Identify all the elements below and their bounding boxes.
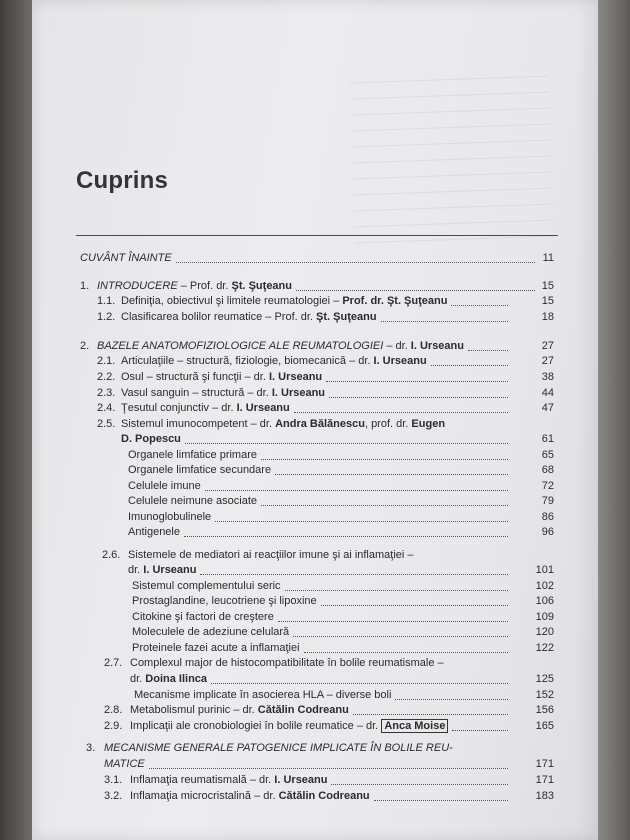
toc-entry — [0, 703, 630, 718]
toc-entry — [0, 672, 630, 687]
author-name: Prof. dr. Şt. Şuţeanu — [342, 295, 448, 307]
dot-leader — [321, 605, 508, 606]
toc-entry-number: 1. — [80, 280, 90, 292]
toc-entry-number: 3.2. — [104, 790, 123, 802]
dot-leader — [468, 350, 508, 351]
toc-entry — [0, 294, 630, 309]
toc-page-number: 65 — [541, 449, 554, 461]
toc-page-number: 38 — [541, 371, 554, 383]
dot-leader — [205, 490, 508, 491]
author-name: I. Urseanu — [143, 564, 197, 576]
dot-leader — [261, 459, 508, 460]
toc-page-number: 96 — [541, 526, 554, 538]
toc-entry — [0, 741, 630, 756]
dot-leader — [293, 636, 508, 637]
toc-entry-title: Prostaglandine, leucotriene şi lipoxine — [132, 595, 317, 607]
toc-entry-title: Inflamaţia reumatismală – dr. I. Urseanu — [130, 774, 328, 786]
toc-entry — [0, 401, 630, 416]
toc-entry-number: 2.8. — [104, 704, 123, 716]
toc-page-number: 27 — [541, 355, 554, 367]
toc-entry-title: Sistemul complementului seric — [132, 580, 281, 592]
toc-entry-title: Sistemele de mediatori ai reacţiilor imune şi ai inflamaţiei – — [128, 549, 414, 561]
toc-entry — [0, 641, 630, 656]
toc-entry-title: Definiţia, obiectivul şi limitele reumatologiei – Prof. dr. Şt. Şuţeanu — [121, 295, 448, 307]
toc-entry — [0, 354, 630, 369]
toc-entry-number: 3. — [86, 742, 96, 754]
toc-page-number: 120 — [535, 626, 554, 638]
dot-leader — [185, 443, 508, 444]
toc-entry-title: MECANISME GENERALE PATOGENICE IMPLICATE ÎN BOLILE REU- — [104, 742, 453, 754]
toc-entry-title: BAZELE ANATOMOFIZIOLOGICE ALE REUMATOLOGIEI – dr. I. Urseanu — [97, 340, 464, 352]
toc-page-number: 183 — [535, 790, 554, 802]
toc-entry-title: Metabolismul purinic – dr. Cătălin Codreanu — [130, 704, 349, 716]
toc-entry-title: Sistemul imunocompetent – dr. Andra Bălănescu, prof. dr. Eugen — [121, 418, 446, 430]
toc-page-number: 47 — [541, 402, 554, 414]
toc-entry-title: Antigenele — [128, 526, 180, 538]
toc-entry-title: dr. Doina Ilinca — [130, 673, 208, 685]
dot-leader — [215, 521, 508, 522]
author-name: I. Urseanu — [274, 774, 328, 786]
author-name: Cătălin Codreanu — [257, 704, 349, 716]
dot-leader — [211, 683, 508, 684]
toc-entry-number: 2.5. — [97, 418, 116, 430]
toc-page-number: 165 — [535, 720, 554, 732]
toc-page-number: 27 — [541, 340, 554, 352]
toc-entry — [0, 610, 630, 625]
toc-entry-number: 2.3. — [97, 387, 116, 399]
toc-entry — [0, 625, 630, 640]
dot-leader — [353, 714, 508, 715]
page-title: Cuprins — [76, 167, 169, 194]
toc-page-number: 156 — [535, 704, 554, 716]
toc-page-number: 125 — [535, 673, 554, 685]
dot-leader — [184, 536, 508, 537]
author-name: Cătălin Codreanu — [278, 790, 370, 802]
dot-leader — [395, 699, 508, 700]
toc-entry — [0, 417, 630, 432]
toc-entry-title: Citokine şi factori de creştere — [132, 611, 274, 623]
toc-entry — [0, 563, 630, 578]
toc-entry-title: MATICE — [104, 758, 145, 770]
toc-entry-title — [121, 432, 181, 447]
toc-entry-number: 2.1. — [97, 355, 116, 367]
author-name: I. Urseanu — [410, 340, 464, 352]
toc-entry — [0, 773, 630, 788]
toc-entry — [0, 339, 630, 354]
toc-entry-number: 2. — [80, 340, 90, 352]
dot-leader — [326, 381, 508, 382]
toc-entry-title: Moleculele de adeziune celulară — [132, 626, 290, 638]
section-spacer — [76, 735, 558, 736]
toc-page-number: 15 — [541, 295, 554, 307]
author-name: I. Urseanu — [271, 387, 326, 399]
toc-page-number: 171 — [535, 774, 554, 786]
toc-page-number: 61 — [541, 433, 554, 445]
toc-entry-title: Celulele neimune asociate — [128, 495, 258, 507]
toc-entry — [0, 370, 630, 385]
toc-entry-title: Organele limfatice primare — [128, 449, 257, 461]
dot-leader — [200, 574, 508, 575]
toc-entry — [0, 479, 630, 494]
toc-page-number: 122 — [535, 642, 554, 654]
toc-page-number: 102 — [535, 580, 554, 592]
toc-page-number: 106 — [535, 595, 554, 607]
toc-entry-title: CUVÂNT ÎNAINTE — [80, 252, 172, 264]
dot-leader — [381, 321, 508, 322]
toc-page-number: 86 — [541, 511, 554, 523]
toc-entry — [0, 594, 630, 609]
dot-leader — [275, 474, 508, 475]
toc-page-number: 11 — [542, 252, 554, 264]
toc-entry — [0, 719, 630, 734]
author-name: I. Urseanu — [373, 355, 427, 367]
toc-entry-number: 2.6. — [102, 549, 121, 561]
toc-entry-title: Vasul sanguin – structură – dr. I. Urseanu — [121, 387, 326, 399]
toc-entry-number: 1.2. — [97, 311, 116, 323]
toc-entry-title: Celulele imune — [128, 480, 201, 492]
toc-entry-title: Complexul major de histocompatibilitate în bolile reumatismale – — [130, 657, 444, 669]
author-name: Eugen — [411, 418, 446, 430]
toc-page-number: 109 — [535, 611, 554, 623]
toc-entry — [0, 688, 630, 703]
dot-leader — [374, 800, 508, 801]
toc-entry — [0, 548, 630, 563]
dot-leader — [261, 505, 508, 506]
toc-entry — [0, 310, 630, 325]
dot-leader — [278, 621, 508, 622]
toc-entry — [0, 789, 630, 804]
toc-entry — [0, 432, 630, 447]
toc-entry-number: 1.1. — [97, 295, 116, 307]
toc-page-number: 101 — [535, 564, 554, 576]
toc-entry-title: Organele limfatice secundare — [128, 464, 272, 476]
toc-entry — [0, 463, 630, 478]
dot-leader — [331, 784, 508, 785]
author-name: I. Urseanu — [268, 371, 323, 383]
toc-entry — [0, 386, 630, 401]
toc-entry-title: Osul – structură şi funcţii – dr. I. Urseanu — [121, 371, 323, 383]
toc-entry-title: INTRODUCERE – Prof. dr. Şt. Şuţeanu — [97, 280, 292, 292]
toc-entry-title: Imunoglobulinele — [128, 511, 212, 523]
author-name: Şt. Şuţeanu — [231, 280, 292, 292]
toc-entry-title: Inflamaţia microcristalină – dr. Cătălin Codreanu — [130, 790, 370, 802]
toc-entry — [0, 757, 630, 772]
toc-entry-title: dr. I. Urseanu — [128, 564, 197, 576]
toc-entry — [0, 251, 630, 266]
toc-entry-number: 2.2. — [97, 371, 116, 383]
dot-leader — [451, 305, 508, 306]
toc-entry — [0, 510, 630, 525]
section-spacer — [76, 272, 558, 273]
dot-leader — [294, 412, 508, 413]
author-name: Şt. Şuţeanu — [316, 311, 377, 323]
toc-entry-title: Ţesutul conjunctiv – dr. I. Urseanu — [121, 402, 290, 414]
toc-page-number: 171 — [535, 758, 554, 770]
dot-leader — [296, 290, 535, 291]
toc-page-number: 72 — [541, 480, 554, 492]
toc-page-number: 68 — [541, 464, 554, 476]
author-name: Andra Bălănescu — [275, 418, 365, 430]
author-name-boxed: Anca Moise — [381, 719, 448, 733]
dot-leader — [304, 652, 508, 653]
toc-page-number: 18 — [541, 311, 554, 323]
toc-entry — [0, 525, 630, 540]
section-spacer — [76, 332, 558, 333]
dot-leader — [452, 730, 508, 731]
toc-entry-title: Mecanisme implicate în asocierea HLA – diverse boli — [134, 689, 392, 701]
toc-page-number: 44 — [541, 387, 554, 399]
dot-leader — [329, 397, 508, 398]
toc-entry-title: Proteinele fazei acute a inflamaţiei — [132, 642, 300, 654]
author-name: I. Urseanu — [236, 402, 290, 414]
dot-leader — [285, 590, 508, 591]
toc-page-number: 152 — [535, 689, 554, 701]
toc-entry — [0, 494, 630, 509]
toc-entry — [0, 579, 630, 594]
toc-entry — [0, 279, 630, 294]
toc-entry-number: 3.1. — [104, 774, 123, 786]
dot-leader — [176, 262, 535, 263]
toc-entry-number: 2.4. — [97, 402, 116, 414]
toc-page-number: 15 — [541, 280, 554, 292]
toc-entry-number: 2.9. — [104, 720, 123, 732]
dot-leader — [431, 365, 508, 366]
toc-entry — [0, 656, 630, 671]
toc-entry-title: Implicaţii ale cronobiologiei în bolile reumatice – dr. Anca Moise — [130, 719, 448, 734]
toc-entry-title: Clasificarea bolilor reumatice – Prof. dr. Şt. Şuţeanu — [121, 311, 377, 323]
toc-page-number: 79 — [541, 495, 554, 507]
toc-entry — [0, 448, 630, 463]
toc-entry-title: Articulaţiile – structură, fiziologie, biomecanică – dr. I. Urseanu — [121, 355, 427, 367]
toc-entry-number: 2.7. — [104, 657, 123, 669]
author-name: D. Popescu — [121, 433, 181, 445]
dot-leader — [149, 768, 508, 769]
author-name: Doina Ilinca — [145, 673, 208, 685]
